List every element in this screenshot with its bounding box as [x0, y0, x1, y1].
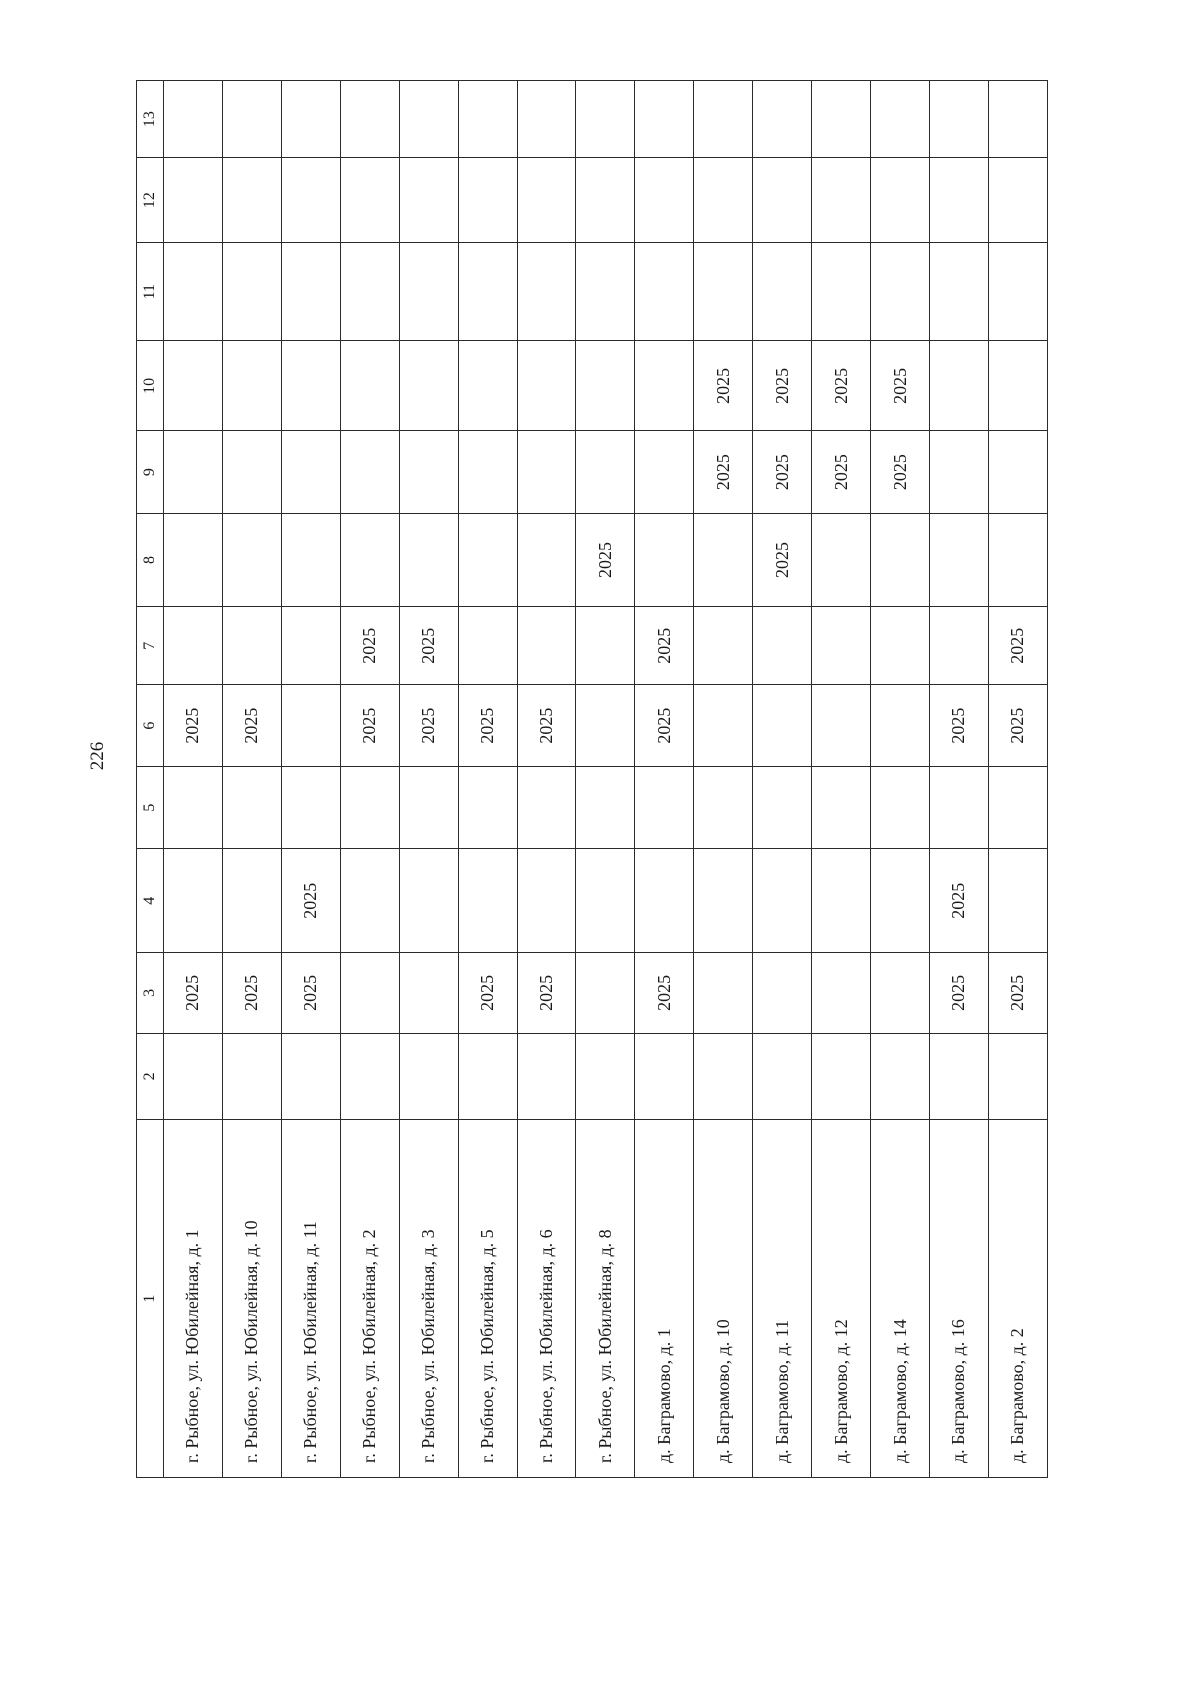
year-cell [164, 513, 223, 606]
year-cell [222, 1033, 281, 1120]
year-cell [281, 158, 340, 243]
year-cell [458, 766, 517, 849]
year-cell [458, 513, 517, 606]
year-cell: 2025 [222, 953, 281, 1033]
year-cell: 2025 [635, 607, 694, 685]
address-cell: д. Баграмово, д. 16 [929, 1120, 988, 1478]
address-cell: д. Баграмово, д. 12 [812, 1120, 871, 1478]
table-row [517, 81, 576, 1478]
year-cell [517, 1033, 576, 1120]
year-cell: 2025 [929, 849, 988, 953]
address-cell: г. Рыбное, ул. Юбилейная, д. 8 [576, 1120, 635, 1478]
year-cell [517, 341, 576, 431]
year-cell [812, 953, 871, 1033]
year-cell: 2025 [988, 607, 1047, 685]
year-cell: 2025 [399, 685, 458, 766]
column-header: 5 [137, 766, 164, 849]
table-row [340, 81, 399, 1478]
year-cell [635, 243, 694, 341]
column-header: 9 [137, 431, 164, 514]
year-cell [694, 158, 753, 243]
column-header: 1 [137, 1120, 164, 1478]
year-cell: 2025 [871, 431, 930, 514]
table-row [753, 81, 812, 1478]
year-cell [871, 243, 930, 341]
year-cell [988, 431, 1047, 514]
year-cell [694, 1033, 753, 1120]
year-cell [871, 766, 930, 849]
year-cell [164, 607, 223, 685]
year-cell [399, 849, 458, 953]
year-cell [988, 81, 1047, 158]
table-row [399, 81, 458, 1478]
year-cell [399, 243, 458, 341]
year-cell [576, 158, 635, 243]
year-cell [871, 1033, 930, 1120]
year-cell [812, 849, 871, 953]
year-cell [694, 685, 753, 766]
year-cell: 2025 [340, 685, 399, 766]
year-cell [340, 953, 399, 1033]
year-cell [222, 513, 281, 606]
header-row [137, 81, 164, 1478]
year-cell [517, 849, 576, 953]
year-cell [164, 81, 223, 158]
year-cell: 2025 [458, 953, 517, 1033]
year-cell: 2025 [753, 341, 812, 431]
year-cell [929, 1033, 988, 1120]
year-cell [694, 766, 753, 849]
year-cell: 2025 [812, 341, 871, 431]
year-cell [340, 431, 399, 514]
year-cell [694, 513, 753, 606]
year-cell [399, 1033, 458, 1120]
year-cell [458, 607, 517, 685]
year-cell: 2025 [871, 341, 930, 431]
year-cell [399, 513, 458, 606]
year-cell [812, 685, 871, 766]
year-cell [222, 243, 281, 341]
year-cell [694, 243, 753, 341]
year-cell [222, 431, 281, 514]
year-cell [988, 766, 1047, 849]
year-cell [929, 431, 988, 514]
year-cell [753, 1033, 812, 1120]
address-cell: г. Рыбное, ул. Юбилейная, д. 2 [340, 1120, 399, 1478]
year-cell: 2025 [281, 953, 340, 1033]
table-row [694, 81, 753, 1478]
year-cell [222, 607, 281, 685]
year-cell [576, 81, 635, 158]
year-cell [399, 158, 458, 243]
year-cell [281, 1033, 340, 1120]
table-body [137, 81, 1048, 1478]
year-cell [458, 1033, 517, 1120]
year-cell: 2025 [458, 685, 517, 766]
year-cell [576, 341, 635, 431]
table-row [929, 81, 988, 1478]
year-cell: 2025 [164, 685, 223, 766]
year-cell: 2025 [576, 513, 635, 606]
year-cell [458, 849, 517, 953]
year-cell [635, 158, 694, 243]
year-cell [929, 243, 988, 341]
year-cell [576, 849, 635, 953]
year-cell [399, 766, 458, 849]
column-header: 6 [137, 685, 164, 766]
year-cell [576, 431, 635, 514]
year-cell [164, 766, 223, 849]
year-cell [871, 158, 930, 243]
address-cell: г. Рыбное, ул. Юбилейная, д. 11 [281, 1120, 340, 1478]
address-cell: д. Баграмово, д. 14 [871, 1120, 930, 1478]
year-cell [222, 158, 281, 243]
year-cell [458, 158, 517, 243]
address-cell: г. Рыбное, ул. Юбилейная, д. 1 [164, 1120, 223, 1478]
year-cell [164, 1033, 223, 1120]
year-cell [929, 158, 988, 243]
address-cell: д. Баграмово, д. 10 [694, 1120, 753, 1478]
year-cell [635, 81, 694, 158]
year-cell [340, 81, 399, 158]
year-cell: 2025 [694, 431, 753, 514]
year-cell [929, 81, 988, 158]
year-cell [340, 341, 399, 431]
year-cell [988, 849, 1047, 953]
year-cell [988, 243, 1047, 341]
year-cell [222, 341, 281, 431]
year-cell [340, 766, 399, 849]
year-cell: 2025 [929, 685, 988, 766]
year-cell [576, 1033, 635, 1120]
year-cell [517, 431, 576, 514]
year-cell [517, 513, 576, 606]
address-cell: д. Баграмово, д. 11 [753, 1120, 812, 1478]
table-row [281, 81, 340, 1478]
table-row [458, 81, 517, 1478]
year-cell [694, 607, 753, 685]
rotated-table-container [136, 80, 1046, 1478]
year-cell [929, 766, 988, 849]
year-cell [517, 243, 576, 341]
column-header: 4 [137, 849, 164, 953]
year-cell [281, 431, 340, 514]
column-header: 7 [137, 607, 164, 685]
column-header: 12 [137, 158, 164, 243]
year-cell [694, 849, 753, 953]
year-cell: 2025 [929, 953, 988, 1033]
year-cell [458, 431, 517, 514]
year-cell [812, 1033, 871, 1120]
year-cell [988, 513, 1047, 606]
year-cell [988, 341, 1047, 431]
year-cell [458, 81, 517, 158]
year-cell [753, 849, 812, 953]
address-cell: г. Рыбное, ул. Юбилейная, д. 5 [458, 1120, 517, 1478]
year-cell [576, 953, 635, 1033]
year-cell [164, 431, 223, 514]
year-cell: 2025 [517, 685, 576, 766]
year-cell: 2025 [988, 953, 1047, 1033]
year-cell [988, 1033, 1047, 1120]
column-header: 3 [137, 953, 164, 1033]
year-cell [458, 341, 517, 431]
table-row [222, 81, 281, 1478]
year-cell [517, 81, 576, 158]
table-row [988, 81, 1047, 1478]
year-cell [871, 607, 930, 685]
year-cell [340, 1033, 399, 1120]
year-cell [929, 341, 988, 431]
year-cell [164, 243, 223, 341]
year-cell [281, 81, 340, 158]
year-cell [576, 243, 635, 341]
column-header: 13 [137, 81, 164, 158]
table-row [164, 81, 223, 1478]
year-cell [340, 158, 399, 243]
year-cell [399, 953, 458, 1033]
year-cell [871, 81, 930, 158]
year-cell: 2025 [753, 431, 812, 514]
page-number: 226 [87, 741, 108, 771]
year-cell: 2025 [635, 685, 694, 766]
address-cell: д. Баграмово, д. 1 [635, 1120, 694, 1478]
year-cell [635, 1033, 694, 1120]
year-cell [281, 513, 340, 606]
year-cell [635, 513, 694, 606]
year-cell [812, 243, 871, 341]
year-cell [517, 607, 576, 685]
year-cell [222, 766, 281, 849]
column-header: 8 [137, 513, 164, 606]
year-cell [871, 685, 930, 766]
year-cell [281, 685, 340, 766]
year-cell [988, 158, 1047, 243]
year-cell [164, 341, 223, 431]
year-cell [694, 953, 753, 1033]
year-cell [753, 158, 812, 243]
address-cell: г. Рыбное, ул. Юбилейная, д. 3 [399, 1120, 458, 1478]
year-cell [812, 513, 871, 606]
year-cell: 2025 [164, 953, 223, 1033]
year-cell [281, 341, 340, 431]
year-cell [929, 513, 988, 606]
year-cell [753, 243, 812, 341]
year-cell [576, 607, 635, 685]
year-cell: 2025 [812, 431, 871, 514]
table-row [812, 81, 871, 1478]
year-cell [576, 685, 635, 766]
year-cell [753, 766, 812, 849]
year-cell [399, 431, 458, 514]
year-cell [871, 849, 930, 953]
year-cell [812, 766, 871, 849]
year-cell [635, 849, 694, 953]
year-cell: 2025 [988, 685, 1047, 766]
year-cell [753, 81, 812, 158]
year-cell [812, 158, 871, 243]
year-cell [281, 243, 340, 341]
table-row [871, 81, 930, 1478]
year-cell: 2025 [222, 685, 281, 766]
year-cell: 2025 [340, 607, 399, 685]
year-cell [164, 158, 223, 243]
year-cell: 2025 [517, 953, 576, 1033]
year-cell: 2025 [635, 953, 694, 1033]
year-cell: 2025 [753, 513, 812, 606]
year-cell [164, 849, 223, 953]
year-cell [635, 766, 694, 849]
year-cell [340, 243, 399, 341]
year-cell [812, 81, 871, 158]
column-header: 10 [137, 341, 164, 431]
year-cell [871, 513, 930, 606]
year-cell [753, 953, 812, 1033]
year-cell [222, 81, 281, 158]
year-cell [753, 685, 812, 766]
year-cell [753, 607, 812, 685]
year-cell [929, 607, 988, 685]
year-cell [517, 158, 576, 243]
table-row [576, 81, 635, 1478]
year-cell [281, 766, 340, 849]
year-cell [399, 81, 458, 158]
column-header: 11 [137, 243, 164, 341]
year-cell: 2025 [399, 607, 458, 685]
year-cell [812, 607, 871, 685]
year-cell [871, 953, 930, 1033]
year-cell [458, 243, 517, 341]
year-cell [281, 607, 340, 685]
table-row [635, 81, 694, 1478]
schedule-table [136, 80, 1048, 1478]
year-cell [340, 849, 399, 953]
address-cell: г. Рыбное, ул. Юбилейная, д. 10 [222, 1120, 281, 1478]
address-cell: д. Баграмово, д. 2 [988, 1120, 1047, 1478]
year-cell [517, 766, 576, 849]
year-cell: 2025 [281, 849, 340, 953]
year-cell [635, 431, 694, 514]
address-cell: г. Рыбное, ул. Юбилейная, д. 6 [517, 1120, 576, 1478]
year-cell [340, 513, 399, 606]
year-cell [399, 341, 458, 431]
year-cell [222, 849, 281, 953]
year-cell [694, 81, 753, 158]
column-header: 2 [137, 1033, 164, 1120]
year-cell: 2025 [694, 341, 753, 431]
year-cell [576, 766, 635, 849]
year-cell [635, 341, 694, 431]
